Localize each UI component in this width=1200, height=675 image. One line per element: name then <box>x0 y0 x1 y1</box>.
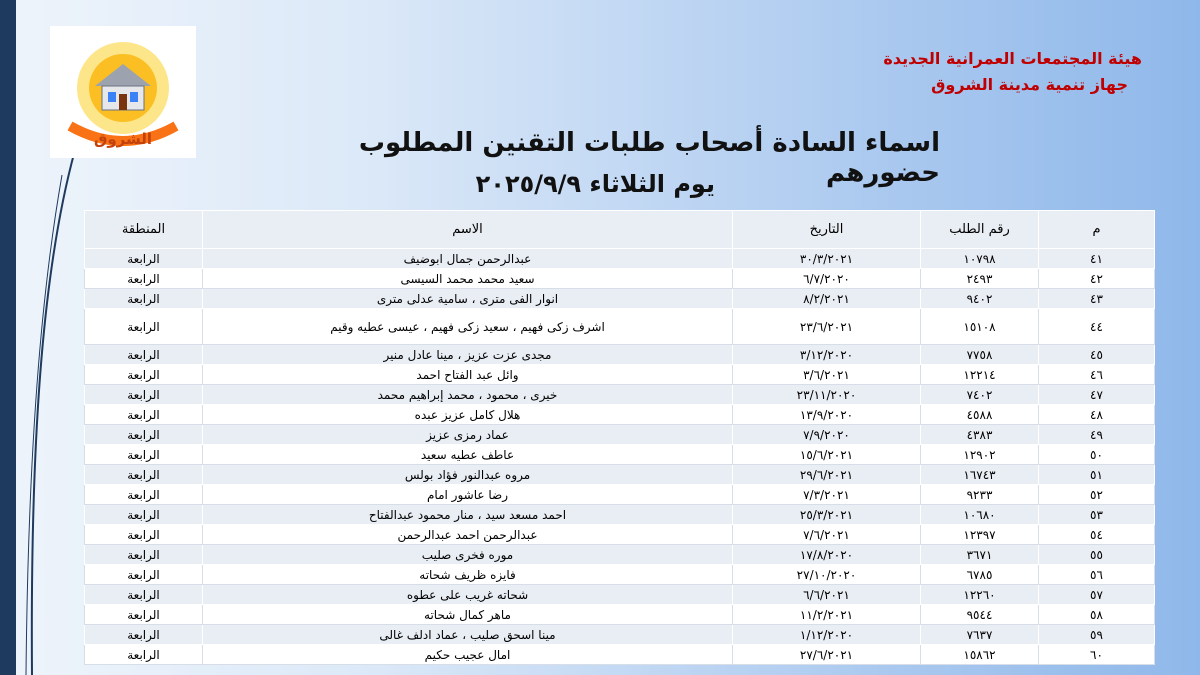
logo-text: الشروق <box>93 130 153 148</box>
cell-name: مروه عبدالنور فؤاد بولس <box>203 465 733 485</box>
cell-date: ٦/٧/٢٠٢٠ <box>733 269 921 289</box>
cell-name: عاطف عطيه سعيد <box>203 445 733 465</box>
table-row <box>85 405 1155 425</box>
cell-name: هلال كامل عزيز عبده <box>203 405 733 425</box>
cell-number: ٥٢ <box>1039 485 1155 505</box>
cell-date: ٧/٣/٢٠٢١ <box>733 485 921 505</box>
cell-name: رضا عاشور امام <box>203 485 733 505</box>
cell-request-number: ٩٤٠٢ <box>921 289 1039 309</box>
column-header-date: التاريخ <box>733 211 921 249</box>
table-row <box>85 585 1155 605</box>
cell-region: الرابعة <box>85 365 203 385</box>
table-row <box>85 385 1155 405</box>
page-subtitle-date: يوم الثلاثاء ٢٠٢٥/٩/٩ <box>475 170 715 198</box>
cell-date: ٧/٩/٢٠٢٠ <box>733 425 921 445</box>
cell-name: شحاته غريب على عطوه <box>203 585 733 605</box>
cell-region: الرابعة <box>85 645 203 665</box>
cell-date: ٢٥/٣/٢٠٢١ <box>733 505 921 525</box>
cell-number: ٥٦ <box>1039 565 1155 585</box>
cell-request-number: ٢٤٩٣ <box>921 269 1039 289</box>
cell-number: ٤٨ <box>1039 405 1155 425</box>
table-row <box>85 605 1155 625</box>
cell-number: ٥٨ <box>1039 605 1155 625</box>
column-header-name: الاسم <box>203 211 733 249</box>
cell-date: ١/١٢/٢٠٢٠ <box>733 625 921 645</box>
table-row <box>85 625 1155 645</box>
table-row <box>85 345 1155 365</box>
cell-name: اشرف زكى فهيم ، سعيد زكى فهيم ، عيسى عطيه وقيم <box>203 309 733 345</box>
cell-request-number: ١٠٧٩٨ <box>921 249 1039 269</box>
cell-name: عماد رمزى عزيز <box>203 425 733 445</box>
cell-number: ٤٧ <box>1039 385 1155 405</box>
cell-region: الرابعة <box>85 345 203 365</box>
cell-region: الرابعة <box>85 585 203 605</box>
cell-date: ٣٠/٣/٢٠٢١ <box>733 249 921 269</box>
cell-request-number: ١٢٣٩٧ <box>921 525 1039 545</box>
table-row <box>85 425 1155 445</box>
cell-number: ٦٠ <box>1039 645 1155 665</box>
cell-date: ١٧/٨/٢٠٢٠ <box>733 545 921 565</box>
cell-request-number: ١٢٩٠٢ <box>921 445 1039 465</box>
cell-region: الرابعة <box>85 289 203 309</box>
cell-name: انوار الفى مترى ، سامية عدلى مترى <box>203 289 733 309</box>
cell-number: ٥٤ <box>1039 525 1155 545</box>
cell-date: ٢٧/٦/٢٠٢١ <box>733 645 921 665</box>
cell-request-number: ٧٤٠٢ <box>921 385 1039 405</box>
table-row <box>85 445 1155 465</box>
cell-name: مينا اسحق صليب ، عماد ادلف غالى <box>203 625 733 645</box>
table-row <box>85 485 1155 505</box>
cell-name: وائل عبد الفتاح احمد <box>203 365 733 385</box>
cell-region: الرابعة <box>85 525 203 545</box>
cell-number: ٥٠ <box>1039 445 1155 465</box>
cell-region: الرابعة <box>85 269 203 289</box>
cell-region: الرابعة <box>85 605 203 625</box>
cell-date: ٧/٦/٢٠٢١ <box>733 525 921 545</box>
cell-name: خيرى ، محمود ، محمد إبراهيم محمد <box>203 385 733 405</box>
cell-name: عبدالرحمن جمال ابوضيف <box>203 249 733 269</box>
cell-date: ٢٩/٦/٢٠٢١ <box>733 465 921 485</box>
cell-request-number: ٧٧٥٨ <box>921 345 1039 365</box>
table-row <box>85 505 1155 525</box>
cell-region: الرابعة <box>85 505 203 525</box>
cell-request-number: ٩٥٤٤ <box>921 605 1039 625</box>
cell-request-number: ١٥٨٦٢ <box>921 645 1039 665</box>
cell-number: ٤٩ <box>1039 425 1155 445</box>
cell-request-number: ٤٥٨٨ <box>921 405 1039 425</box>
applicants-table-container <box>84 210 1154 665</box>
cell-region: الرابعة <box>85 465 203 485</box>
table-row <box>85 465 1155 485</box>
cell-date: ٢٣/٦/٢٠٢١ <box>733 309 921 345</box>
cell-name: عبدالرحمن احمد عبدالرحمن <box>203 525 733 545</box>
cell-number: ٤٢ <box>1039 269 1155 289</box>
cell-date: ٢٣/١١/٢٠٢٠ <box>733 385 921 405</box>
cell-region: الرابعة <box>85 445 203 465</box>
cell-name: موره فخرى صليب <box>203 545 733 565</box>
column-header-number: م <box>1039 211 1155 249</box>
cell-date: ٣/١٢/٢٠٢٠ <box>733 345 921 365</box>
cell-region: الرابعة <box>85 565 203 585</box>
cell-number: ٤١ <box>1039 249 1155 269</box>
organization-branch: جهاز تنمية مدينة الشروق <box>931 75 1128 94</box>
cell-number: ٤٦ <box>1039 365 1155 385</box>
table-row <box>85 565 1155 585</box>
page-title: اسماء السادة أصحاب طلبات التقنين المطلوب حضورهم <box>358 128 940 188</box>
cell-name: احمد مسعد سيد ، منار محمود عبدالفتاح <box>203 505 733 525</box>
cell-name: مجدى عزت عزيز ، مينا عادل منير <box>203 345 733 365</box>
cell-date: ٦/٦/٢٠٢١ <box>733 585 921 605</box>
cell-number: ٥٩ <box>1039 625 1155 645</box>
cell-region: الرابعة <box>85 249 203 269</box>
cell-request-number: ٧٦٣٧ <box>921 625 1039 645</box>
cell-request-number: ٣٦٧١ <box>921 545 1039 565</box>
cell-region: الرابعة <box>85 385 203 405</box>
cell-date: ٨/٢/٢٠٢١ <box>733 289 921 309</box>
cell-region: الرابعة <box>85 625 203 645</box>
table-row <box>85 309 1155 345</box>
cell-region: الرابعة <box>85 405 203 425</box>
cell-name: امال عجيب حكيم <box>203 645 733 665</box>
cell-request-number: ١٢٢٦٠ <box>921 585 1039 605</box>
cell-region: الرابعة <box>85 485 203 505</box>
cell-number: ٥١ <box>1039 465 1155 485</box>
cell-number: ٤٥ <box>1039 345 1155 365</box>
table-row <box>85 249 1155 269</box>
cell-region: الرابعة <box>85 545 203 565</box>
cell-date: ٣/٦/٢٠٢١ <box>733 365 921 385</box>
table-row <box>85 365 1155 385</box>
cell-region: الرابعة <box>85 425 203 445</box>
organization-name: هيئة المجتمعات العمرانية الجديدة <box>883 49 1142 68</box>
cell-number: ٤٤ <box>1039 309 1155 345</box>
table-row <box>85 645 1155 665</box>
cell-number: ٥٥ <box>1039 545 1155 565</box>
cell-date: ٢٧/١٠/٢٠٢٠ <box>733 565 921 585</box>
table-row <box>85 269 1155 289</box>
table-row <box>85 289 1155 309</box>
cell-number: ٥٣ <box>1039 505 1155 525</box>
table-row <box>85 545 1155 565</box>
cell-date: ١٣/٩/٢٠٢٠ <box>733 405 921 425</box>
cell-name: ماهر كمال شحاته <box>203 605 733 625</box>
cell-request-number: ١٥١٠٨ <box>921 309 1039 345</box>
cell-date: ١٥/٦/٢٠٢١ <box>733 445 921 465</box>
cell-request-number: ١٢٢١٤ <box>921 365 1039 385</box>
organization-header <box>883 46 1142 98</box>
cell-request-number: ٦٧٨٥ <box>921 565 1039 585</box>
applicants-table <box>84 210 1155 665</box>
logo <box>50 26 196 158</box>
cell-region: الرابعة <box>85 309 203 345</box>
cell-request-number: ٤٣٨٣ <box>921 425 1039 445</box>
table-row <box>85 525 1155 545</box>
cell-request-number: ١٦٧٤٣ <box>921 465 1039 485</box>
table-header-row <box>85 211 1155 249</box>
column-header-request-number: رقم الطلب <box>921 211 1039 249</box>
cell-request-number: ٩٢٣٣ <box>921 485 1039 505</box>
column-header-region: المنطقة <box>85 211 203 249</box>
cell-name: فايزه ظريف شحاته <box>203 565 733 585</box>
cell-number: ٤٣ <box>1039 289 1155 309</box>
cell-date: ١١/٢/٢٠٢١ <box>733 605 921 625</box>
cell-request-number: ١٠٦٨٠ <box>921 505 1039 525</box>
cell-name: سعيد محمد محمد السيسى <box>203 269 733 289</box>
cell-number: ٥٧ <box>1039 585 1155 605</box>
